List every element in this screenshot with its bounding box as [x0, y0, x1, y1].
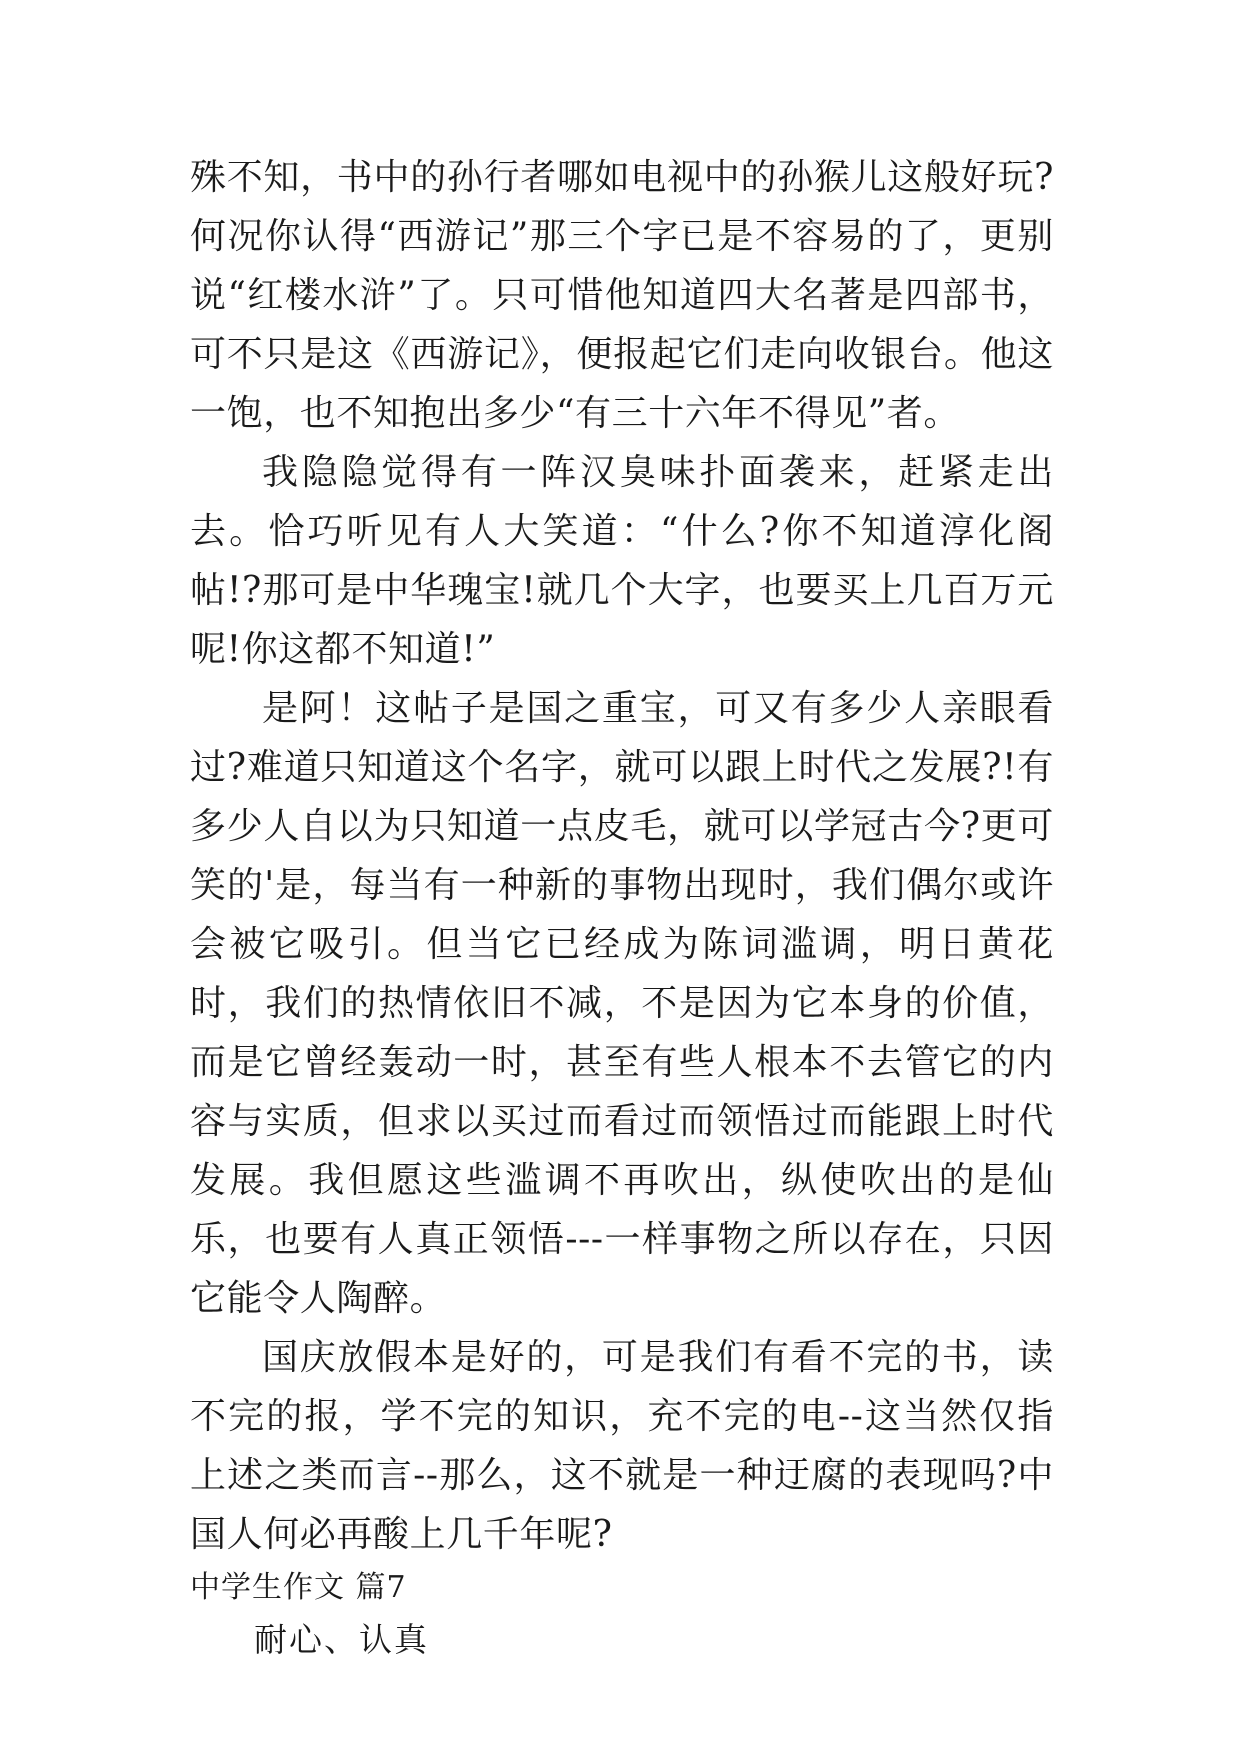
section-heading: 中学生作文 篇7 [190, 1570, 407, 1605]
paragraph-2: 我隐隐觉得有一阵汉臭味扑面袭来，赶紧走出去。恰巧听见有人大笑道：“什么?你不知道淳化阁帖!?那可是中华瑰宝!就几个大字，也要买上几百万元呢!你这都不知道!” [190, 452, 1054, 670]
paragraph-1: 殊不知，书中的孙行者哪如电视中的孙猴儿这般好玩?何况你认得“西游记”那三个字已是不容易的了，更别说“红楼水浒”了。只可惜他知道四大名著是四部书，可不只是这《西游记》，便报起它们走向收银台。他这一饱，也不知抱出多少“有三十六年不得见”者。 [190, 157, 1054, 434]
document-body [190, 148, 1054, 1668]
paragraph-4: 国庆放假本是好的，可是我们有看不完的书，读不完的报，学不完的知识，充不完的电--这当然仅指上述之类而言--那么，这不就是一种迂腐的表现吗?中国人何必再酸上几千年呢? [190, 1337, 1054, 1555]
essay-subtitle: 耐心、认真 [254, 1620, 429, 1659]
paragraph-3: 是阿！这帖子是国之重宝，可又有多少人亲眼看过?难道只知道这个名字，就可以跟上时代之发展?!有多少人自以为只知道一点皮毛，就可以学冠古今?更可笑的'是，每当有一种新的事物出现时，我们偶尔或许会被它吸引。但当它已经成为陈词滥调，明日黄花时，我们的热情依旧不减，不是因为它本身的价值，而是它曾经轰动一时，甚至有些人根本不去管它的内容与实质，但求以买过而看过而领悟过而能跟上时代发展。我但愿这些滥调不再吹出，纵使吹出的是仙乐，也要有人真正领悟---一样事物之所以存在，只因它能令人陶醉。 [190, 688, 1054, 1319]
